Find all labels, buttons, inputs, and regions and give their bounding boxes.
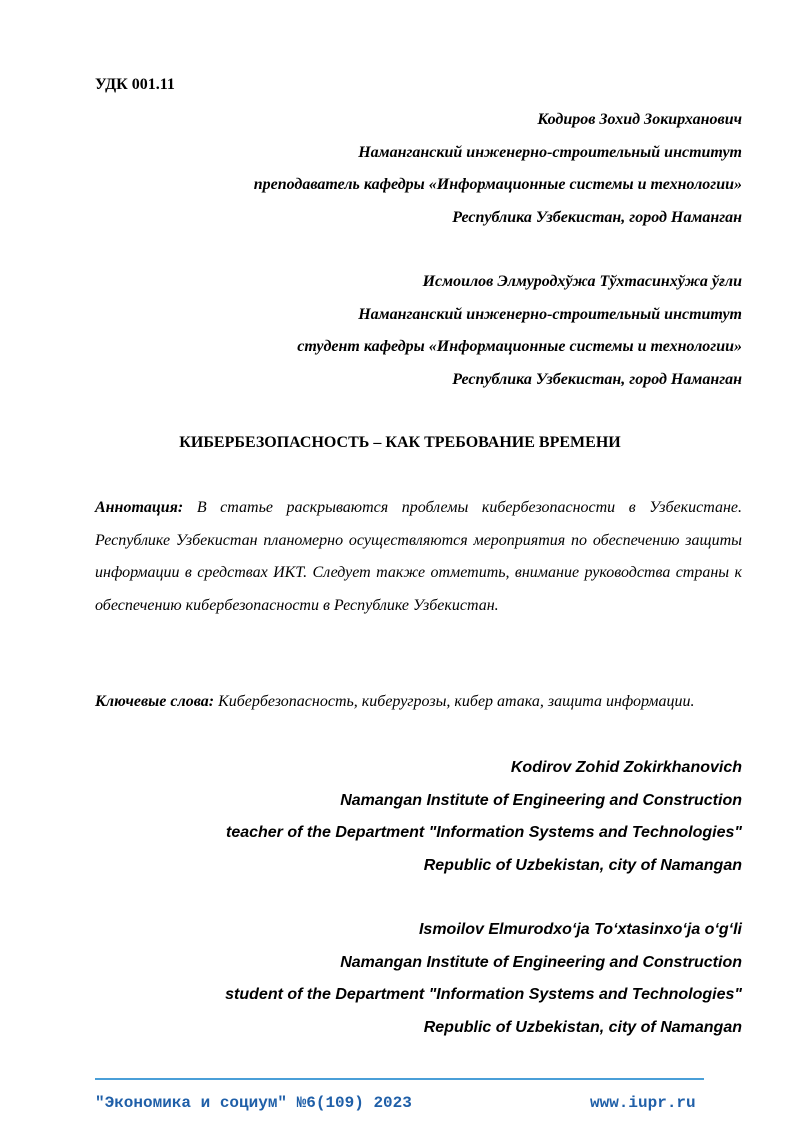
footer-website-link[interactable]: www.iupr.ru — [590, 1094, 696, 1112]
footer-journal: "Экономика и социум" №6(109) 2023 — [95, 1094, 412, 1112]
author-location: Republic of Uzbekistan, city of Namangan — [423, 1018, 742, 1036]
author-block-en-1 — [226, 752, 742, 882]
author-institute: Наманганский инженерно-строительный институт — [358, 143, 742, 161]
author-position: преподаватель кафедры «Информационные системы и технологии» — [253, 176, 742, 193]
author-institute: Namangan Institute of Engineering and Construction — [340, 953, 742, 971]
footer-divider — [95, 1078, 704, 1080]
udc-code: УДК 001.11 — [95, 76, 175, 93]
author-name: Ismoilov Elmurodxo‘ja To‘xtasinxo‘ja o‘g‘li — [418, 921, 742, 938]
article-title: КИБЕРБЕЗОПАСНОСТЬ – КАК ТРЕБОВАНИЕ ВРЕМЕНИ — [179, 434, 621, 451]
author-location: Республика Узбекистан, город Наманган — [452, 208, 742, 226]
author-block-ru-1 — [254, 104, 742, 234]
author-block-en-2 — [225, 914, 742, 1044]
author-location: Республика Узбекистан, город Наманган — [452, 370, 742, 388]
author-location: Republic of Uzbekistan, city of Namangan — [423, 856, 742, 874]
author-institute: Namangan Institute of Engineering and Construction — [340, 791, 742, 809]
author-position: teacher of the Department "Information Systems and Technologies" — [225, 824, 742, 841]
author-institute: Наманганский инженерно-строительный институт — [358, 305, 742, 323]
author-position: student of the Department "Information Systems and Technologies" — [225, 986, 742, 1003]
author-block-ru-2 — [297, 266, 742, 396]
keywords-label: Ключевые слова: — [95, 693, 215, 710]
author-name: Исмоилов Элмуродхўжа Тўхтасинхўжа ўғли — [422, 273, 742, 290]
keywords-text: Кибербезопасность, киберугрозы, кибер атака, защита информации. — [218, 693, 695, 710]
annotation-text: В статье раскрываются проблемы кибербезопасности в Узбекистане. Республике Узбекистан планомерно осуществляются мероприятия по обеспечению защиты информации в средствах ИКТ. Следует также отметить, внимание руководства страны к обеспечению кибербезопасности в Республике Узбекистан. — [95, 499, 743, 614]
author-name: Кодиров Зохид Зокирханович — [537, 111, 742, 128]
annotation-label: Аннотация: — [95, 499, 184, 516]
author-name: Kodirov Zohid Zokirkhanovich — [510, 759, 742, 776]
keywords-paragraph — [95, 686, 742, 719]
author-position: студент кафедры «Информационные системы и технологии» — [297, 338, 742, 355]
annotation-paragraph — [95, 492, 742, 622]
